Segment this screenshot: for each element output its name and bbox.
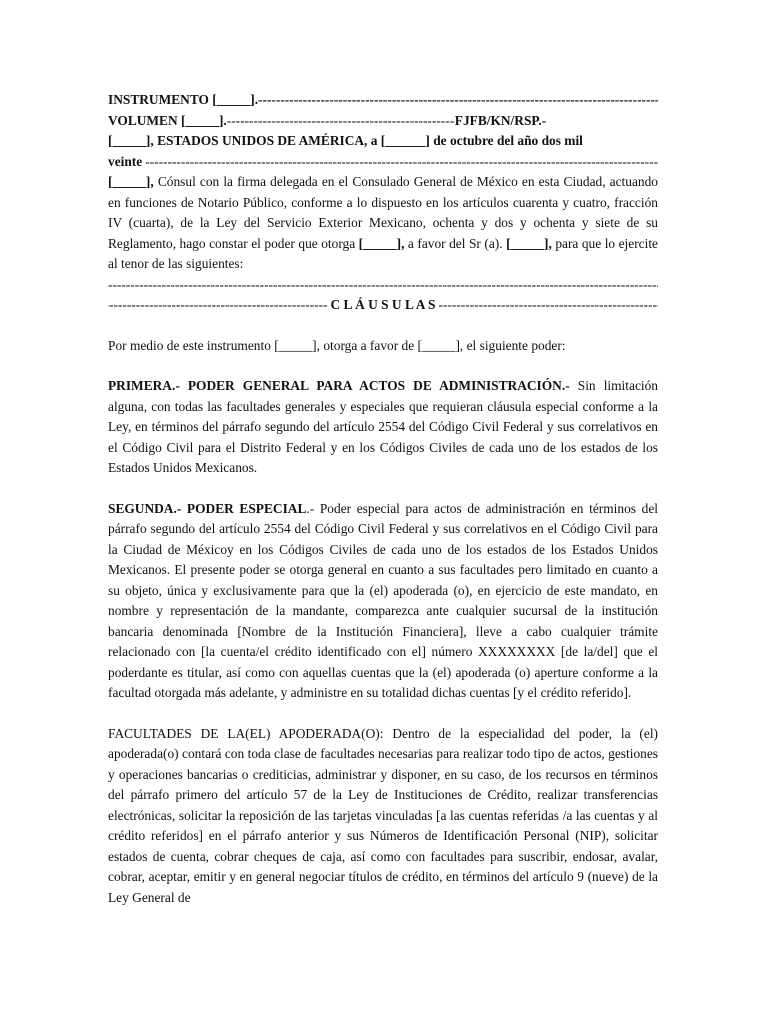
intro-paragraph [108,172,658,275]
grantor-placeholder: [_____], [358,235,405,251]
opening-paragraph: Por medio de este instrumento [_____], otorga a favor de [_____], el siguiente poder: [108,337,566,353]
dash-filler-right [438,295,658,316]
dash-filler [145,152,658,173]
primera-heading: PRIMERA.- PODER GENERAL PARA ACTOS DE ADMINISTRACIÓN.- [108,378,570,393]
intro-text-1: Cónsul con la firma delegada en el Consulado General de México en esta Ciudad, actuando en funciones de Notario Público, conforme a lo dispuesto en los artículos cuarenta y cuatro, fracción IV (cuarta), de la Ley del Servicio Exterior Mexicano, ochenta y dos y ochenta y siete de su Reglamento, hago constar el poder que otorga [108,174,658,251]
lugar-fecha-line: [_____], ESTADOS UNIDOS DE AMÉRICA, a [______] de octubre del año dos mil [108,133,583,148]
primera-body: Sin limitación alguna, con todas las facultades generales y especiales que requieran cláusula especial conforme a la Ley, en términos del párrafo segundo del artículo 2554 del Código Civil Federal y sus correlativos en el Código Civil para el Distrito Federal y en los Códigos Civiles de cada uno de los estados de los Estados Unidos Mexicanos. [108,378,658,475]
veinte-word: veinte [108,153,143,169]
clausulas-line [108,295,658,316]
clausulas-title: C L Á U S U L A S [330,297,436,312]
facultades-paragraph: FACULTADES DE LA(EL) APODERADA(O): Dentro de la especialidad del poder, la (el) apoderada(o) contará con toda clase de facultades necesarias para realizar todo tipo de actos, gestiones y operaciones bancarias o crediticias, administrar y disponer, en su caso, de los recursos en términos del párrafo primero del artículo 57 de la Ley de Instituciones de Crédito, realizar transferencias electrónicas, solicitar la reposición de las tarjetas vinculadas [a las cuentas referidas /a las cuentas y al crédito referidos] en el párrafo anterior y sus Números de Identificación Personal (NIP), solicitar estados de cuenta, cobrar cheques de caja, así como con facultades para suscribir, endosar, avalar, cobrar, aceptar, emitir y en general negociar títulos de crédito, en términos del artículo 9 (nueve) de la Ley General de [108,725,658,905]
primera-clause [108,376,658,479]
segunda-heading: SEGUNDA.- PODER ESPECIAL [108,500,307,516]
instrumento-label: INSTRUMENTO [_____]. [108,92,259,107]
spacer [108,356,658,376]
veinte-line [108,152,658,173]
dash-filler-left [108,295,328,316]
consul-name-placeholder: [_____], [108,174,154,189]
intro-text-2: a favor del Sr (a). [404,235,507,251]
volumen-reference: FJFB/KN/RSP.- [454,112,547,128]
dash-filler [258,90,658,111]
segunda-body: .- Poder especial para actos de administración en términos del párrafo segundo del artículo 2554 del Código Civil Federal y sus correlativos en el Código Civil para la Ciudad de Méxicoy en los Códigos Civiles de cada uno de los estados de los Estados Unidos Mexicanos. El presente poder se otorga general en cuanto a sus facultades pero limitado en cuanto a su objeto, única y exclusivamente para que la (el) apoderada (o), en ejercicio de este mandato, en nombre y representación de la mandante, comparezca ante cualquier sucursal de la institución bancaria denominada [Nombre de la Institución Financiera], lleve a cabo cualquier trámite relacionado con [la cuenta/el crédito identificado con el] número XXXXXXXX [de la/del] que el poderdante es titular, así como con aquellas cuentas que la (el) apoderada (o) aperture conforme a la facultad otorgada más adelante, y administre en su totalidad dichas cuentas [y el crédito referido]. [108,500,658,700]
volumen-label: VOLUMEN [_____]. [108,112,227,128]
dash-filler [227,111,455,132]
intro-text-3: para que lo ejercite al tenor de las siguientes: [108,235,658,271]
instrumento-line [108,90,658,111]
volumen-line [108,111,658,132]
spacer [108,479,658,499]
segunda-clause [108,499,658,704]
dash-separator-line [108,275,658,296]
spacer [108,316,658,336]
attorney-placeholder: [_____], [506,235,552,251]
spacer [108,704,658,724]
